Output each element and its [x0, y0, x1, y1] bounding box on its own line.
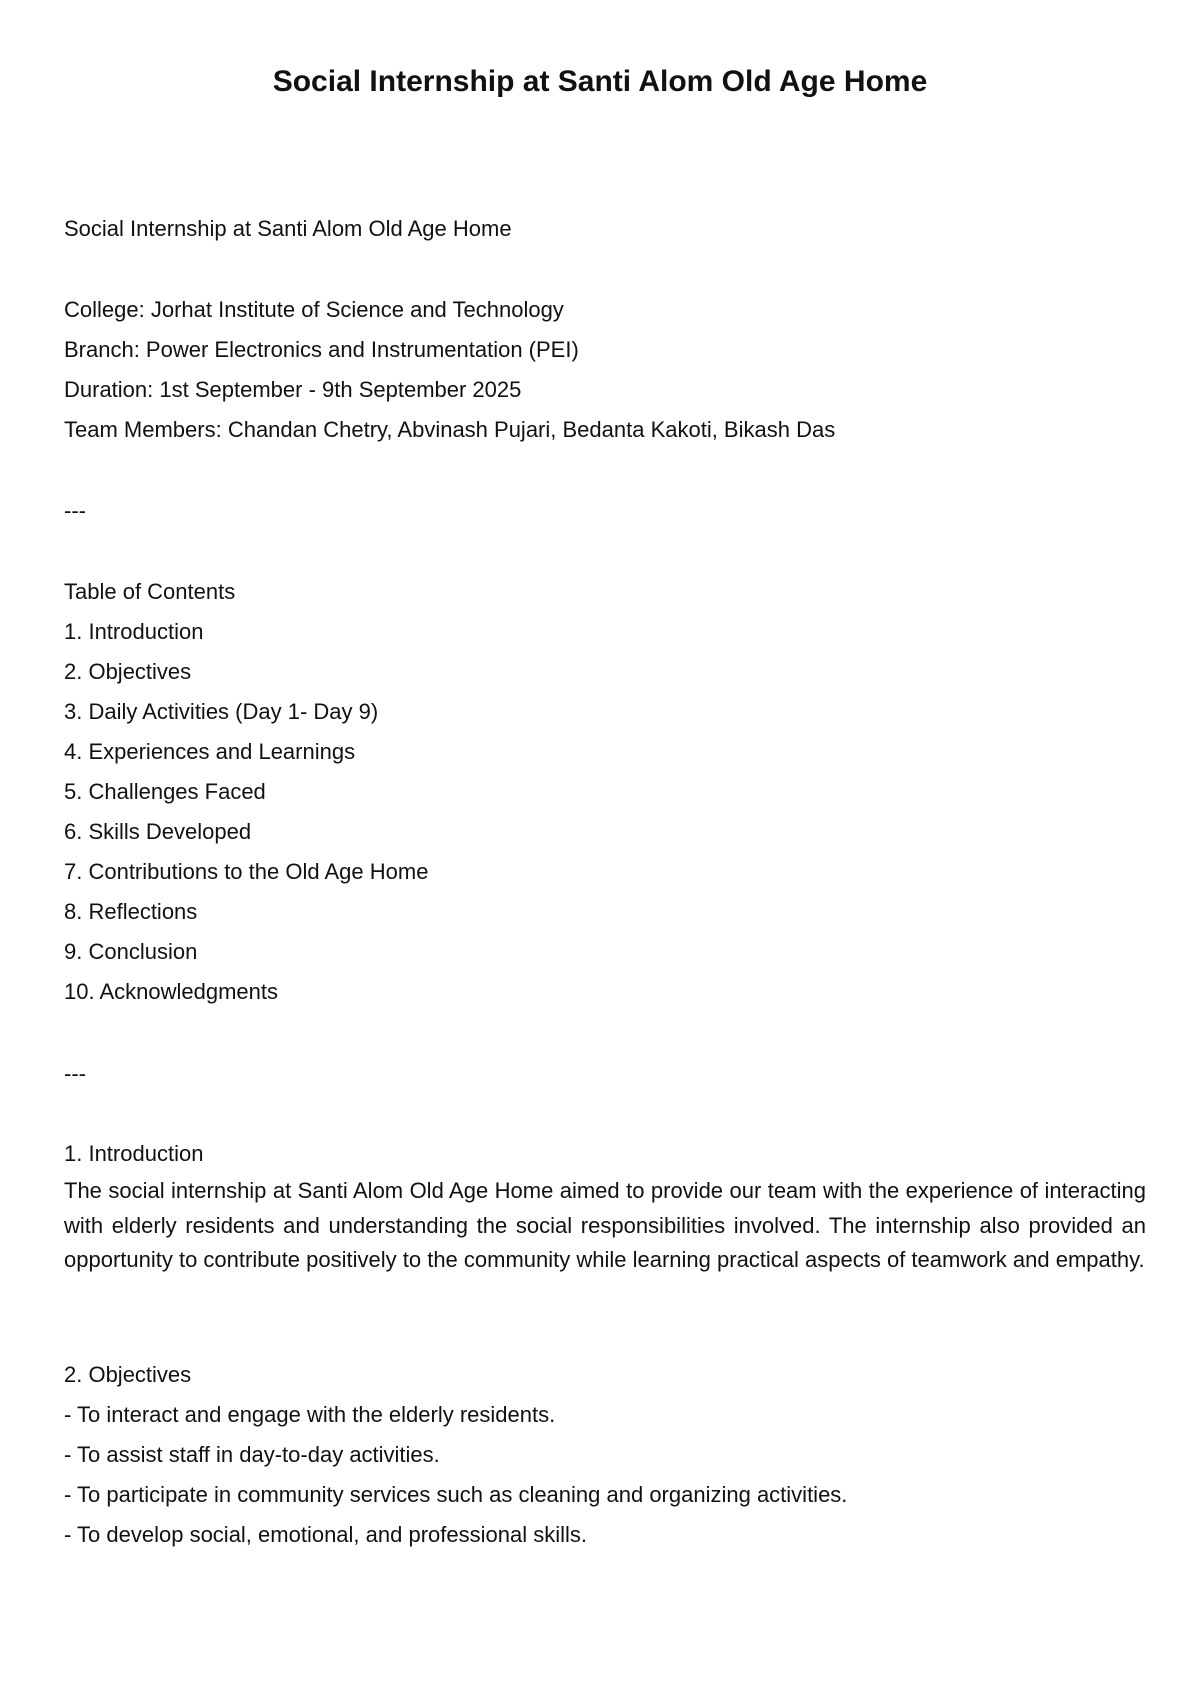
objective-item: - To participate in community services such as cleaning and organizing activities. [64, 1482, 848, 1507]
team-members-info: Team Members: Chandan Chetry, Abvinash Pujari, Bedanta Kakoti, Bikash Das [64, 417, 836, 442]
objective-item: - To assist staff in day-to-day activities. [64, 1442, 440, 1467]
duration-info: Duration: 1st September - 9th September 2025 [64, 377, 522, 402]
document-subtitle: Social Internship at Santi Alom Old Age Home [64, 216, 512, 241]
toc-item: 5. Challenges Faced [64, 779, 266, 804]
objective-item: - To interact and engage with the elderly residents. [64, 1402, 556, 1427]
table-of-contents [64, 572, 1146, 1012]
college-info: College: Jorhat Institute of Science and Technology [64, 297, 564, 322]
separator-2-block [64, 1054, 1146, 1094]
objectives-heading: 2. Objectives [64, 1362, 192, 1387]
document-title: Social Internship at Santi Alom Old Age Home [272, 65, 928, 98]
toc-item: 7. Contributions to the Old Age Home [64, 859, 429, 884]
toc-heading: Table of Contents [64, 579, 236, 604]
toc-item: 8. Reflections [64, 899, 198, 924]
toc-item: 3. Daily Activities (Day 1- Day 9) [64, 699, 379, 724]
toc-item: 9. Conclusion [64, 939, 198, 964]
toc-item: 4. Experiences and Learnings [64, 739, 356, 764]
introduction-section [64, 1134, 1146, 1278]
separator: --- [64, 1061, 86, 1086]
introduction-heading: 1. Introduction [64, 1141, 204, 1166]
header-info-block [64, 209, 1146, 249]
toc-item: 6. Skills Developed [64, 819, 252, 844]
objective-item: - To develop social, emotional, and professional skills. [64, 1522, 587, 1547]
introduction-paragraph: The social internship at Santi Alom Old Age Home aimed to provide our team with the experience of interacting with elderly residents and understanding the social responsibilities involved. The internship also provided an opportunity to contribute positively to the community while learning practical aspects of teamwork and empathy. [64, 1178, 1146, 1272]
toc-item: 10. Acknowledgments [64, 979, 279, 1004]
info-block [64, 290, 1146, 450]
objectives-section [64, 1355, 1146, 1555]
toc-item: 2. Objectives [64, 659, 192, 684]
toc-item: 1. Introduction [64, 619, 204, 644]
branch-info: Branch: Power Electronics and Instrumentation (PEI) [64, 337, 579, 362]
separator-1-block [64, 491, 1146, 531]
separator: --- [64, 498, 86, 523]
